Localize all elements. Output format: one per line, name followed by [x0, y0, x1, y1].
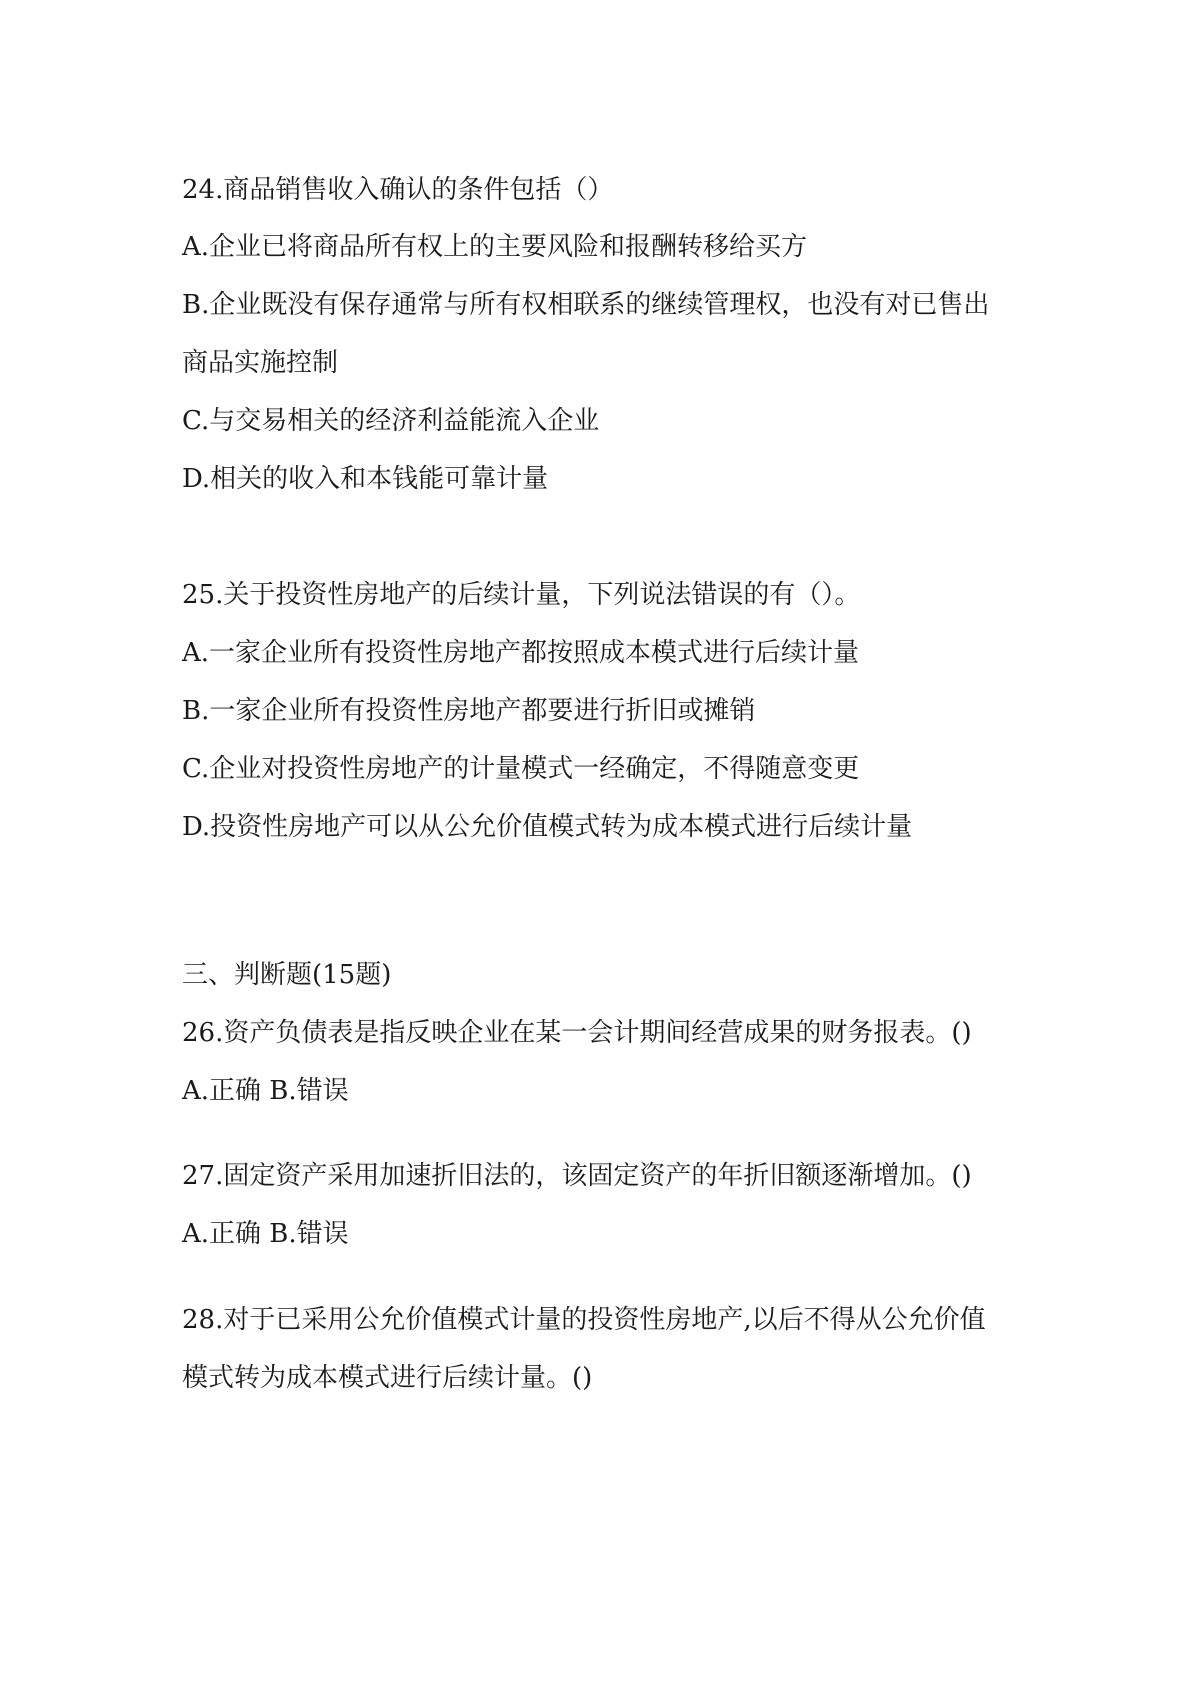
question-24-option-d: D.相关的收入和本钱能可靠计量: [182, 464, 549, 494]
question-25-option-d: D.投资性房地产可以从公允价值模式转为成本模式进行后续计量: [182, 812, 913, 842]
question-24-option-b: B.企业既没有保存通常与所有权相联系的继续管理权，也没有对已售出: [182, 290, 990, 320]
question-24-option-b-continued: 商品实施控制: [182, 348, 339, 378]
question-26-text: 26.资产负债表是指反映企业在某一会计期间经营成果的财务报表。(): [182, 1018, 972, 1048]
question-24-option-c: C.与交易相关的经济利益能流入企业: [182, 406, 600, 436]
question-28-text-continued: 模式转为成本模式进行后续计量。(): [182, 1363, 593, 1393]
question-25-option-b: B.一家企业所有投资性房地产都要进行折旧或摊销: [182, 696, 756, 726]
question-25-option-a: A.一家企业所有投资性房地产都按照成本模式进行后续计量: [182, 638, 860, 668]
question-24-option-a: A.企业已将商品所有权上的主要风险和报酬转移给买方: [182, 232, 808, 262]
question-25-option-c: C.企业对投资性房地产的计量模式一经确定，不得随意变更: [182, 754, 860, 784]
section-heading-true-false: 三、判断题(15题): [182, 960, 392, 990]
question-27-text: 27.固定资产采用加速折旧法的，该固定资产的年折旧额逐渐增加。(): [182, 1161, 972, 1191]
question-26-options: A.正确 B.错误: [182, 1076, 349, 1106]
question-27-options: A.正确 B.错误: [182, 1219, 349, 1249]
question-25-text: 25.关于投资性房地产的后续计量，下列说法错误的有（）。: [182, 580, 861, 610]
question-24-text: 24.商品销售收入确认的条件包括（）: [182, 175, 614, 205]
question-28-text: 28.对于已采用公允价值模式计量的投资性房地产,以后不得从公允价值: [182, 1305, 986, 1335]
